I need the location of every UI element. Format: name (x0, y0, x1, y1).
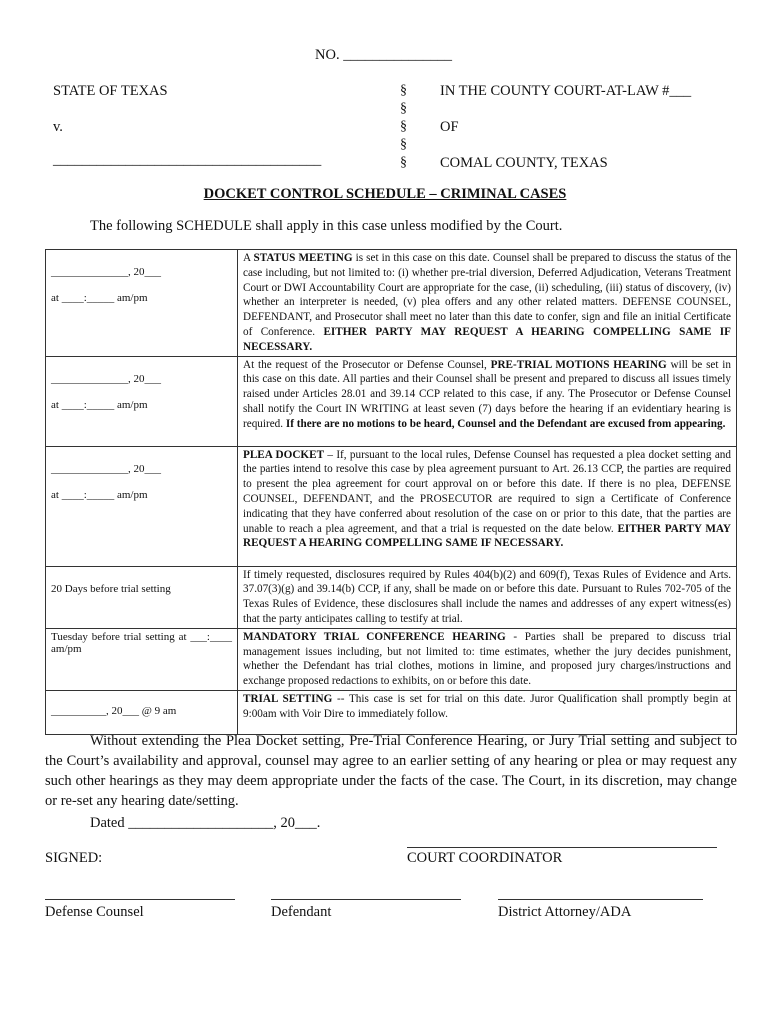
time-blank[interactable]: at ____:_____ am/pm (51, 292, 148, 304)
schedule-row-disclosures (46, 566, 737, 628)
versus: v. (53, 119, 63, 135)
date-text: 20 Days before trial setting (51, 582, 171, 595)
schedule-description (238, 250, 737, 357)
schedule-row-trial-setting (46, 690, 737, 734)
schedule-row-plea-docket (46, 446, 737, 566)
court-coordinator-label: COURT COORDINATOR (407, 850, 563, 866)
court-of: OF (440, 119, 459, 135)
time-blank[interactable]: at ____:_____ am/pm (51, 398, 148, 411)
defense-counsel-signature-line[interactable] (45, 899, 235, 900)
section-mark: § (400, 155, 407, 170)
schedule-row-trial-conference (46, 628, 737, 690)
desc-text: is set in this case on this date. Counsel shall be prepared to discuss the status of the case including, but not limited to: (i) whether pre-trial diversion, Deferred Adjudication, Veterans Treatment Court or DWI Accountability Court are appropriate for the case, (ii) scheduling, (iii) status of discovery, (iv) whether an interpreter is needed, (v) plea offers and any other related matters. DEFENSE COUNSEL, DEFENDANT, and Prosecutor shall meet no later than this date to confer, sign and file an initial Certificate of Conference. (243, 252, 731, 338)
intro-text: The following SCHEDULE shall apply in this case unless modified by the Court. (90, 218, 563, 234)
schedule-date-cell (46, 446, 238, 566)
schedule-description (238, 446, 737, 566)
date-blank[interactable]: ______________, 20___ (51, 266, 161, 278)
date-text[interactable]: Tuesday before trial setting at ___:____ am/pm (51, 630, 232, 655)
event-heading: TRIAL SETTING (243, 692, 333, 705)
schedule-date-cell (46, 566, 238, 628)
desc-text: -- This case is set for trial on this date. Juror Qualification shall promptly begin at 9:00am with Voir Dire to immediately follow. (243, 692, 731, 720)
defendant-name-blank[interactable]: _____________________________________ (53, 152, 322, 168)
schedule-row-status-meeting (46, 250, 737, 357)
desc-bold-tail: EITHER PARTY MAY REQUEST A HEARING COMPELLING SAME IF NECESSARY. (243, 325, 731, 353)
desc-pre: At the request of the Prosecutor or Defense Counsel, (243, 358, 491, 371)
desc-text: If timely requested, disclosures required by Rules 404(b)(2) and 609(f), Texas Rules of Evidence and Arts. 37.07(3)(g) and 39.14(b) CCP, if any, shall be made on or before this date. Pursuant to Rules 702-705 of the Texas Rules of Evidence, these disclosures shall include the names and addresses of any expert witness(es) that the party anticipates calling to testify at trial. (243, 568, 731, 625)
coordinator-signature-line[interactable] (407, 847, 717, 848)
case-number: NO. _______________ (315, 47, 452, 63)
court-name: IN THE COUNTY COURT-AT-LAW #___ (440, 83, 692, 99)
desc-bold-tail: If there are no motions to be heard, Counsel and the Defendant are excused from appearing. (285, 417, 726, 430)
schedule-date-cell (46, 250, 238, 357)
schedule-date-cell (46, 356, 238, 446)
date-blank[interactable]: ______________, 20___ (51, 372, 161, 385)
desc-text: – If, pursuant to the local rules, Defense Counsel has requested a plea docket setting and the parties intend to resolve this case by plea agreement pursuant to Art. 26.13 CCP, the parties are required to present the plea agreement for court approval on or before this date. If there is no plea, DEFENSE COUNSEL, DEFENDANT, and the PROSECUTOR are required to sign a Certificate of Conference indicating that they have conferred about resolution of the case on or prior to this date, that the parties are unable to reach a plea agreement, and that a trial is requested on the date below. (243, 448, 731, 535)
state-of-texas: STATE OF TEXAS (53, 83, 168, 99)
document-title: DOCKET CONTROL SCHEDULE – CRIMINAL CASES (203, 186, 567, 202)
schedule-row-pretrial-motions (46, 356, 737, 446)
schedule-description (238, 356, 737, 446)
schedule-date-cell (46, 628, 238, 690)
event-heading: MANDATORY TRIAL CONFERENCE HEARING (243, 630, 506, 643)
schedule-description (238, 566, 737, 628)
schedule-description (238, 690, 737, 734)
section-mark: § (400, 137, 407, 152)
schedule-table (45, 249, 737, 735)
event-heading: STATUS MEETING (253, 252, 353, 264)
defendant-label: Defendant (271, 904, 332, 920)
schedule-description (238, 628, 737, 690)
signed-label: SIGNED: (45, 850, 103, 866)
defendant-signature-line[interactable] (271, 899, 461, 900)
closing-paragraph: Without extending the Plea Docket setting, Pre-Trial Conference Hearing, or Jury Trial setting and subject to the Court’s availability and approval, counsel may agree to an earlier setting of any hearing or plea or may request any such other hearings as they may deem appropriate under the facts of the case. The Court, in its discretion, may change or re-set any hearing date/setting. (45, 733, 737, 809)
event-heading: PRE-TRIAL MOTIONS HEARING (490, 358, 667, 371)
desc-pre: A (243, 252, 254, 264)
desc-bold-tail: EITHER PARTY MAY REQUEST A HEARING COMPELLING SAME IF NECESSARY. (243, 522, 732, 550)
section-mark: § (400, 101, 407, 116)
event-heading: PLEA DOCKET (243, 448, 325, 461)
section-mark: § (400, 83, 407, 98)
dated-line[interactable]: Dated ____________________, 20___. (90, 815, 321, 831)
time-blank[interactable]: at ____:_____ am/pm (51, 488, 148, 501)
date-blank[interactable]: __________, 20___ @ 9 am (51, 704, 177, 717)
district-attorney-signature-line[interactable] (498, 899, 703, 900)
date-blank[interactable]: ______________, 20___ (51, 462, 161, 475)
defense-counsel-label: Defense Counsel (45, 904, 144, 920)
desc-text: will be set in this case on this date. All parties and their Counsel shall be present and prepared to discuss all issues timely raised under Articles 28.01 and 39.14 CCP related to this case, if any. The Prosecutor or Defense Counsel shall notify the Court IN WRITING at least seven (7) days before the hearing if an evidentiary hearing is required. (243, 358, 731, 430)
district-attorney-label: District Attorney/ADA (498, 904, 632, 920)
section-mark: § (400, 119, 407, 134)
desc-text: - Parties shall be prepared to discuss trial management issues including, but not limited to: time estimates, whether the jury decides punishment, whether the Defendant has trial clothes, motions in limine, and proposed jury charges/instructions and exchange proposed redactions to exhibits, on or before this date. (243, 630, 731, 688)
court-county: COMAL COUNTY, TEXAS (440, 155, 608, 171)
schedule-date-cell (46, 690, 238, 734)
